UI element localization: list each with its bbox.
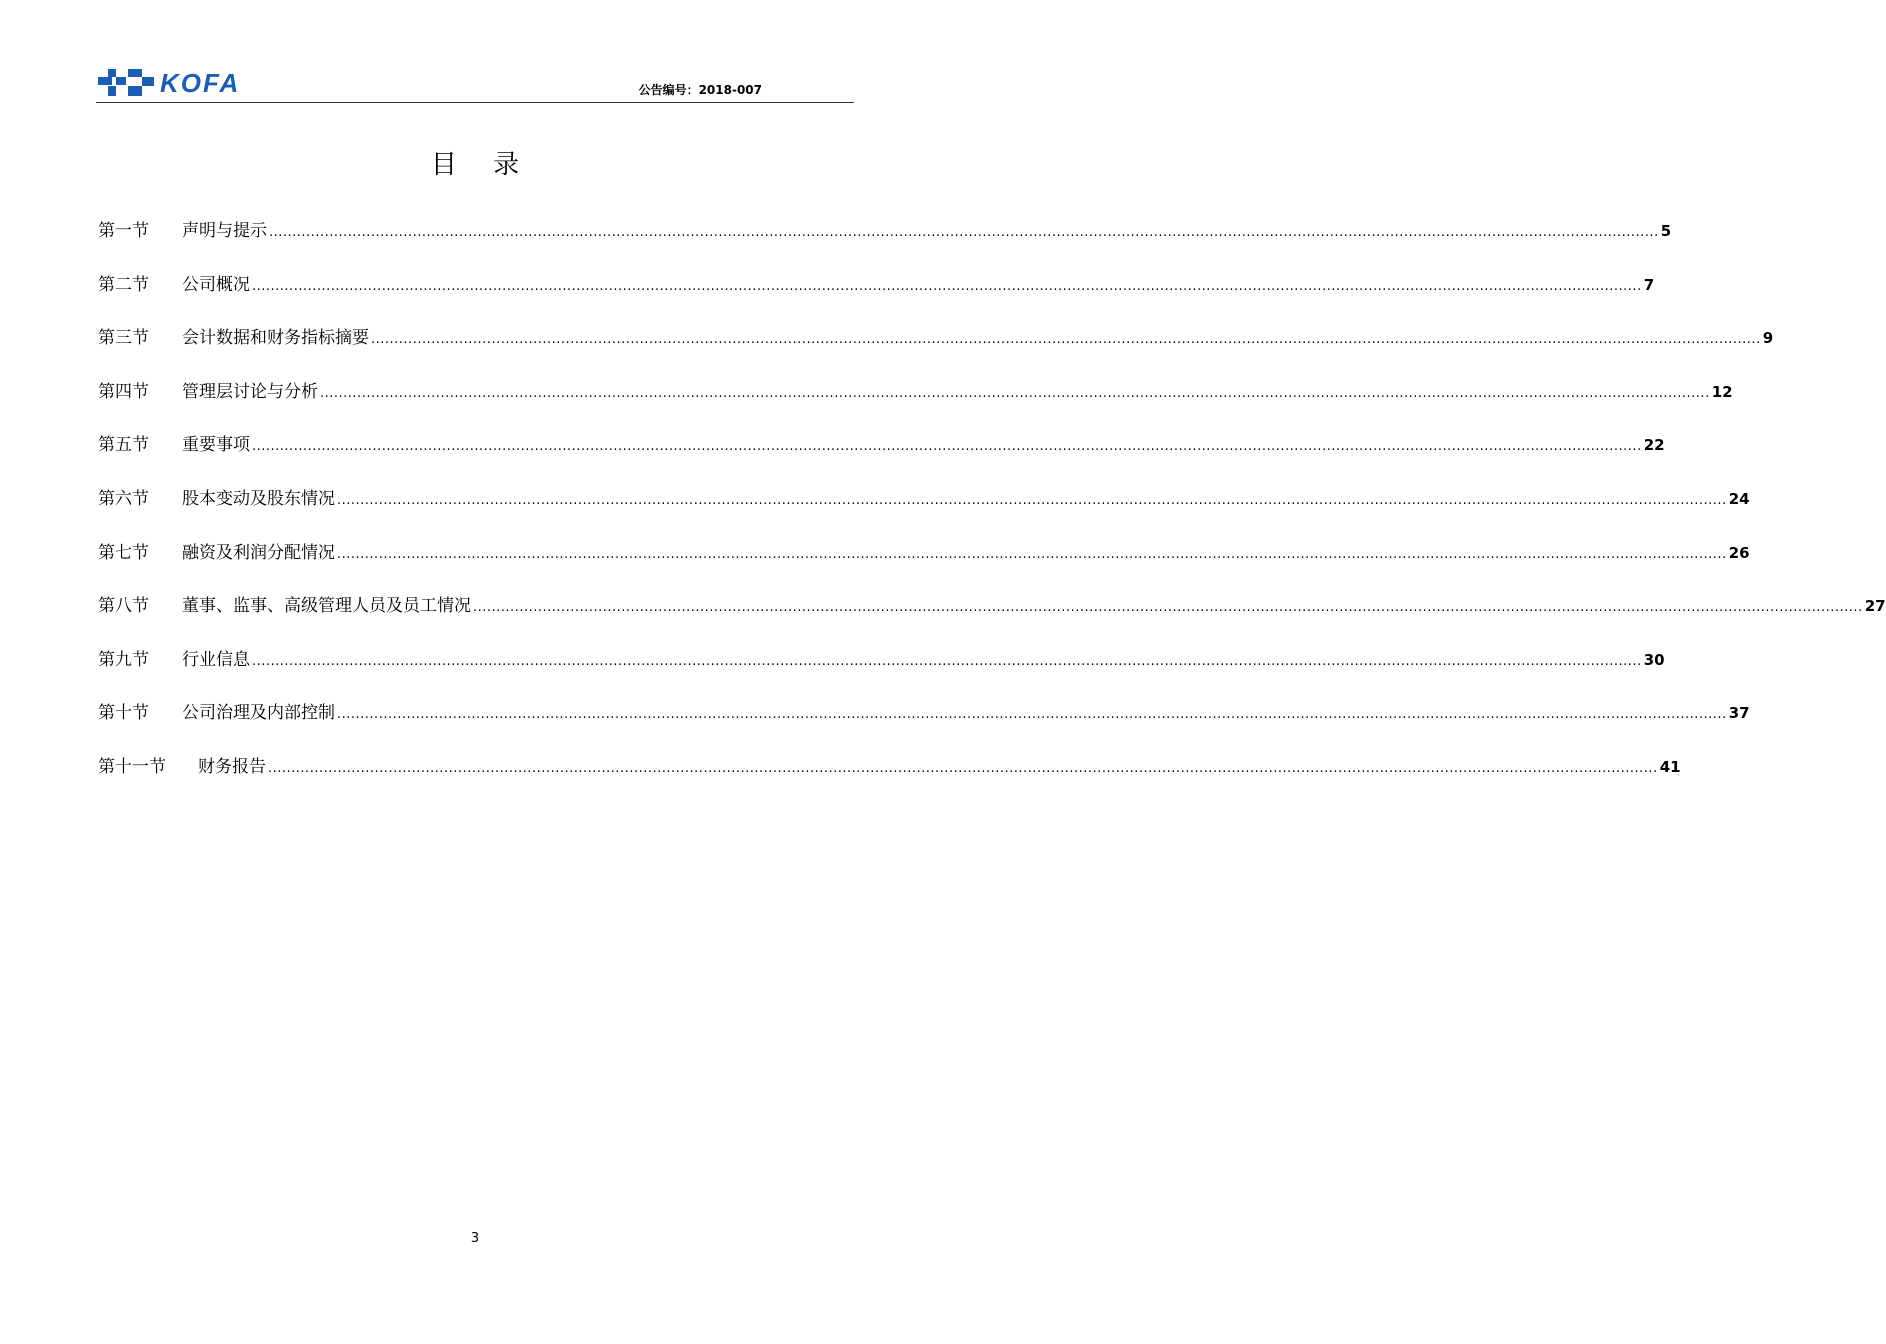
toc-section-number: 第四节 xyxy=(98,381,149,402)
page-header xyxy=(96,64,854,104)
toc-entry[interactable] xyxy=(98,321,1774,375)
toc-entry[interactable] xyxy=(98,375,1733,429)
toc-section-title: 行业信息 xyxy=(182,649,250,670)
toc-dot-leader: ............................................................................................................................................................................................................................................................................................................ xyxy=(252,278,1642,294)
table-of-contents xyxy=(98,214,1886,804)
toc-page-number: 41 xyxy=(1659,757,1681,776)
toc-section-number: 第三节 xyxy=(98,328,149,349)
toc-section-number: 第十一节 xyxy=(98,756,166,777)
toc-section-title: 公司治理及内部控制 xyxy=(182,703,335,724)
toc-entry[interactable] xyxy=(98,268,1655,322)
toc-page-number: 24 xyxy=(1728,489,1750,508)
toc-dot-leader: ............................................................................................................................................................................................................................................................................................................ xyxy=(473,600,1863,616)
toc-page-number: 26 xyxy=(1728,543,1750,562)
toc-section-title: 重要事项 xyxy=(182,435,250,456)
toc-entry[interactable] xyxy=(98,589,1886,643)
company-logo xyxy=(98,66,240,100)
toc-section-title: 融资及利润分配情况 xyxy=(182,542,335,563)
toc-section-number: 第六节 xyxy=(98,488,149,509)
toc-section-title: 管理层讨论与分析 xyxy=(182,381,318,402)
toc-entry[interactable] xyxy=(98,482,1750,536)
toc-section-number: 第一节 xyxy=(98,221,149,241)
announcement-number: 公告编号：2018-007 xyxy=(638,83,762,97)
logo-wordmark: KOFA xyxy=(160,68,241,98)
toc-dot-leader: ............................................................................................................................................................................................................................................................................................................ xyxy=(337,707,1727,723)
toc-section-title: 公司概况 xyxy=(182,274,250,295)
toc-dot-leader: ............................................................................................................................................................................................................................................................................................................ xyxy=(252,439,1642,455)
toc-page-number: 27 xyxy=(1864,597,1886,616)
toc-section-number: 第十节 xyxy=(98,703,149,724)
toc-section-title: 声明与提示 xyxy=(182,221,267,241)
toc-title: 目 录 xyxy=(430,150,534,180)
toc-entry[interactable] xyxy=(98,750,1681,804)
toc-dot-leader: ............................................................................................................................................................................................................................................................................................................ xyxy=(252,653,1642,669)
toc-dot-leader: ............................................................................................................................................................................................................................................................................................................ xyxy=(269,225,1659,240)
toc-entry[interactable] xyxy=(98,643,1665,697)
kofa-logo-icon xyxy=(98,66,154,100)
toc-page-number: 5 xyxy=(1660,222,1672,240)
toc-section-number: 第九节 xyxy=(98,649,149,670)
toc-dot-leader: ............................................................................................................................................................................................................................................................................................................ xyxy=(268,760,1658,776)
toc-section-title: 会计数据和财务指标摘要 xyxy=(182,328,369,349)
header-divider xyxy=(96,102,854,103)
toc-page-number: 30 xyxy=(1643,650,1665,669)
toc-section-title: 股本变动及股东情况 xyxy=(182,488,335,509)
toc-entry[interactable] xyxy=(98,536,1750,590)
toc-dot-leader: ............................................................................................................................................................................................................................................................................................................ xyxy=(337,492,1727,508)
toc-section-number: 第二节 xyxy=(98,274,149,295)
toc-section-title: 财务报告 xyxy=(198,756,266,777)
toc-section-number: 第八节 xyxy=(98,596,149,617)
page-number: 3 xyxy=(470,1231,480,1246)
toc-entry[interactable] xyxy=(98,696,1750,750)
toc-dot-leader: ............................................................................................................................................................................................................................................................................................................ xyxy=(371,332,1761,348)
toc-dot-leader: ............................................................................................................................................................................................................................................................................................................ xyxy=(337,546,1727,562)
toc-section-title: 董事、监事、高级管理人员及员工情况 xyxy=(182,596,471,617)
toc-page-number: 12 xyxy=(1711,382,1733,401)
toc-section-number: 第七节 xyxy=(98,542,149,563)
toc-entry[interactable] xyxy=(98,428,1665,482)
toc-dot-leader: ............................................................................................................................................................................................................................................................................................................ xyxy=(320,385,1710,401)
toc-entry[interactable] xyxy=(98,214,1672,268)
toc-page-number: 37 xyxy=(1728,704,1750,723)
toc-page-number: 7 xyxy=(1643,275,1655,294)
toc-section-number: 第五节 xyxy=(98,435,149,456)
toc-page-number: 22 xyxy=(1643,436,1665,455)
toc-page-number: 9 xyxy=(1762,329,1774,348)
